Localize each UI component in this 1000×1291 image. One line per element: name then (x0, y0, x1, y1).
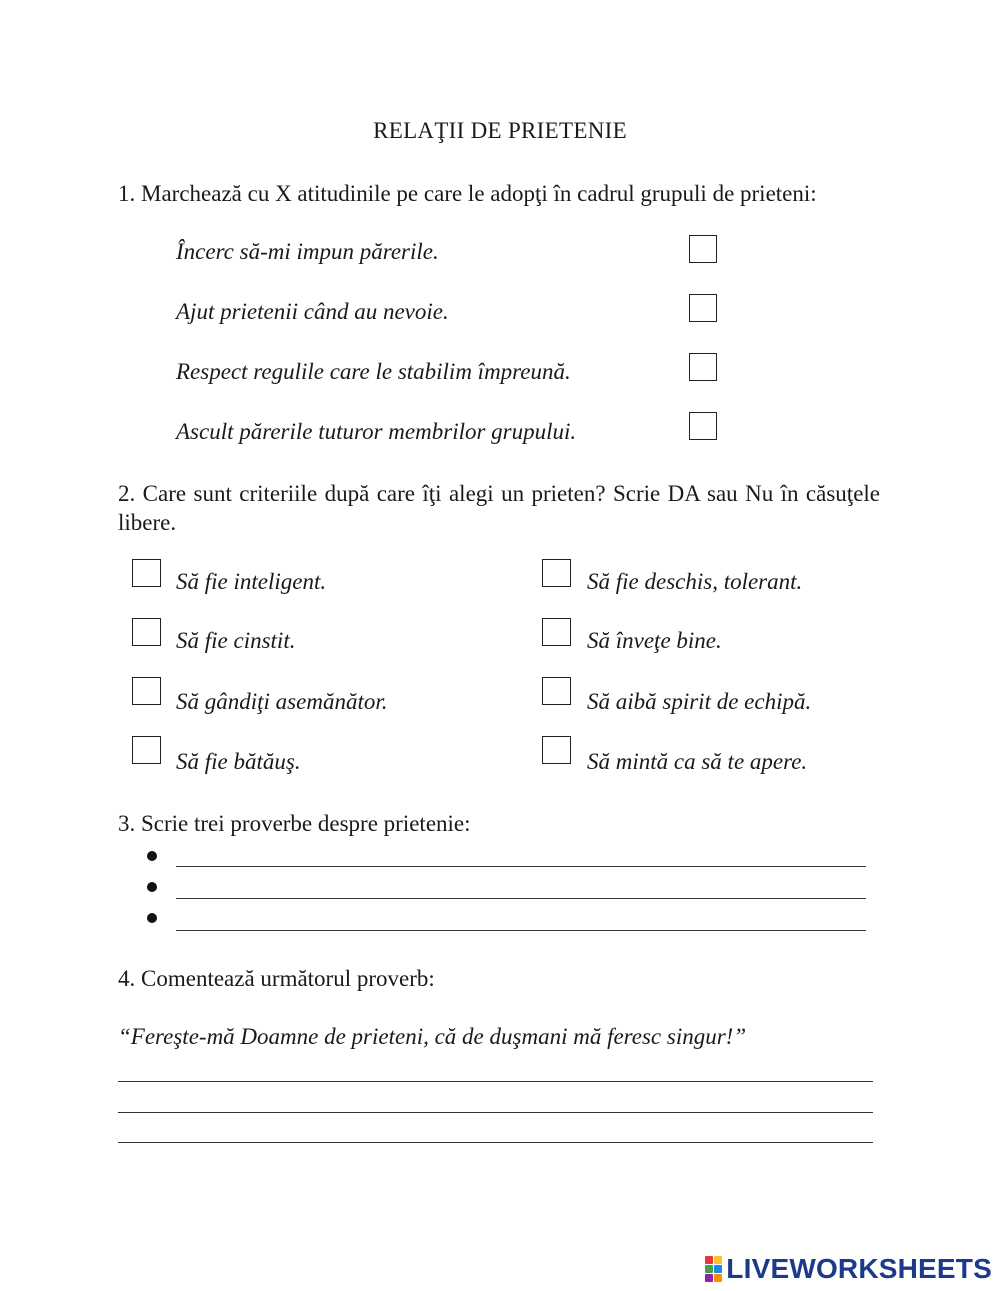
question-2-prompt: 2. Care sunt criteriile după care îţi alegi un prieten? Scrie DA sau Nu în căsuţele libere. (118, 481, 880, 535)
q1-item-2-checkbox[interactable] (689, 294, 717, 322)
bullet (147, 913, 157, 923)
question-3-prompt: 3. Scrie trei proverbe despre prietenie: (118, 811, 471, 836)
logo-block (714, 1265, 722, 1273)
q1-item-4-label: Ascult părerile tuturor membrilor grupului. (176, 419, 577, 444)
logo-mark-icon (705, 1256, 722, 1282)
comment-answer-line-3[interactable] (118, 1142, 873, 1143)
q2-right-4-label: Să mintă ca să te apere. (587, 749, 808, 774)
q2-right-1-label: Să fie deschis, tolerant. (587, 569, 803, 594)
q2-right-4-answer-box[interactable] (542, 736, 571, 764)
q2-left-1-answer-box[interactable] (132, 559, 161, 587)
q2-right-3-label: Să aibă spirit de echipă. (587, 689, 812, 714)
page-title: RELAŢII DE PRIETENIE (373, 118, 627, 143)
q2-left-2-answer-box[interactable] (132, 618, 161, 646)
logo-block (705, 1256, 713, 1264)
logo-block (705, 1274, 713, 1282)
logo-text: LIVEWORKSHEETS (726, 1253, 992, 1284)
bullet (147, 882, 157, 892)
q2-right-1-answer-box[interactable] (542, 559, 571, 587)
q1-item-1-label: Încerc să-mi impun părerile. (176, 239, 439, 264)
q2-right-2-answer-box[interactable] (542, 618, 571, 646)
logo-block (705, 1265, 713, 1273)
proverb-3-answer-line[interactable] (176, 930, 866, 931)
logo-block (714, 1256, 722, 1264)
proverb-quote: “Fereşte-mă Doamne de prieteni, că de duşmani mă feresc singur!” (118, 1024, 747, 1049)
comment-answer-line-2[interactable] (118, 1112, 873, 1113)
q1-item-3-label: Respect regulile care le stabilim împreună. (176, 359, 571, 384)
q2-left-1-label: Să fie inteligent. (176, 569, 327, 594)
q2-right-3-answer-box[interactable] (542, 677, 571, 705)
logo-block (714, 1274, 722, 1282)
q2-left-3-label: Să gândiţi asemănător. (176, 689, 388, 714)
question-4-prompt: 4. Comentează următorul proverb: (118, 966, 435, 991)
question-1-prompt: 1. Marchează cu X atitudinile pe care le adopţi în cadrul grupuli de prieteni: (118, 181, 817, 206)
proverb-1-answer-line[interactable] (176, 866, 866, 867)
q2-right-2-label: Să înveţe bine. (587, 628, 722, 653)
bullet (147, 851, 157, 861)
proverb-2-answer-line[interactable] (176, 898, 866, 899)
q2-left-4-answer-box[interactable] (132, 736, 161, 764)
comment-answer-line-1[interactable] (118, 1081, 873, 1082)
q1-item-1-checkbox[interactable] (689, 235, 717, 263)
q1-item-2-label: Ajut prietenii când au nevoie. (176, 299, 449, 324)
q1-item-4-checkbox[interactable] (689, 412, 717, 440)
q2-left-3-answer-box[interactable] (132, 677, 161, 705)
q1-item-3-checkbox[interactable] (689, 353, 717, 381)
q2-left-4-label: Să fie bătăuş. (176, 749, 301, 774)
q2-left-2-label: Să fie cinstit. (176, 628, 296, 653)
liveworksheets-logo (705, 1254, 992, 1284)
